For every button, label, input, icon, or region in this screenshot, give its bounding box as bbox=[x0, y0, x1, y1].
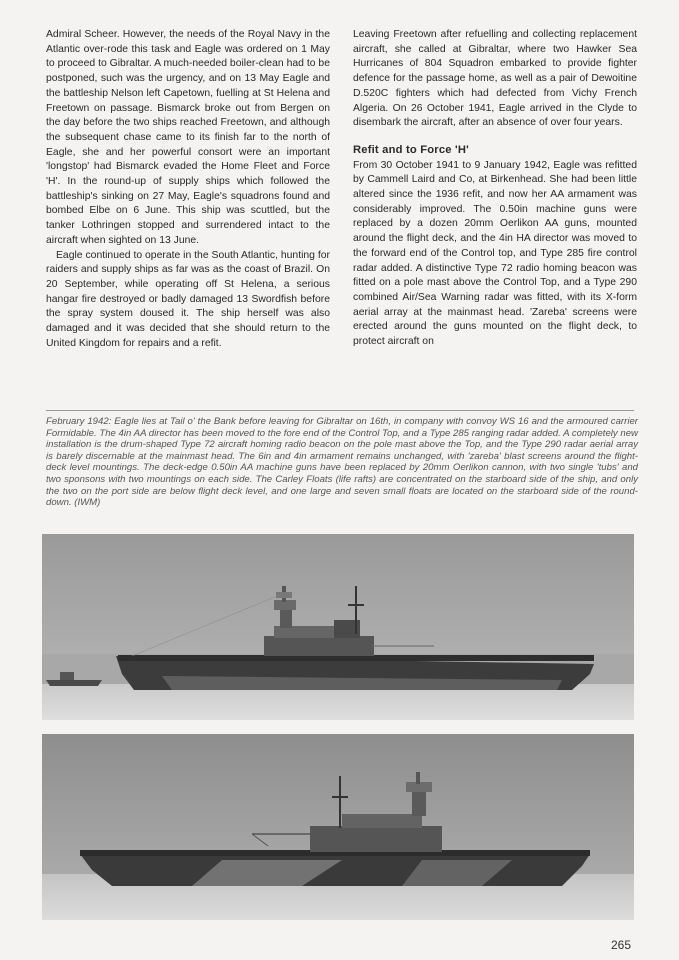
carrier-photo-port bbox=[42, 734, 634, 920]
right-paragraph-2: From 30 October 1941 to 9 January 1942, Eagle was refitted by Cammell Laird and Co, at Birkenhead. She had been little altered since the 1936 refit, and now her AA armament was considerably improved. The 0.50in machine guns were replaced by a dozen 20mm Oerlikon AA guns, mounted around the flight deck, and the 4in HA director was moved to the forward end of the Control top, and Type 285 fire control radar added. A distinctive Type 72 radio homing beacon was fitted on a pole mast above the Control Top, and a Type 290 combined Air/Sea Warning radar was fitted, with its X-form aerial array at the mainmast head. 'Zareba' screens were erected around the guns mounted on the flight deck, to protect aircraft on bbox=[353, 159, 637, 348]
right-paragraph-1: Leaving Freetown after refuelling and collecting replacement aircraft, she called at Gibraltar, where two Hawker Sea Hurricanes of 804 Squadron embarked to provide fighter defence for the passage home, as well as a pair of Dewoitine D.520C fighters which had defected from Vichy French Algeria. On 26 October 1941, Eagle arrived in the Clyde to disembark the aircraft, after an absence of over four years. bbox=[353, 29, 637, 129]
right-column bbox=[353, 28, 637, 350]
left-paragraph-1: Admiral Scheer. However, the needs of the Royal Navy in the Atlantic over-rode this task and Eagle was ordered on 1 May to proceed to Gibraltar. A much-needed boiler-clean had to be postponed, such was the urgency, and on 13 May Eagle and the battleship Nelson left Capetown, fuelling at St Helena and Freetown on passage. Bismarck broke out from Bergen on the day before the two ships reached Freetown, and although the subsequent chase came to its finish far to the north of Eagle, she and her powerful consort were an important 'longstop' had Bismarck evaded the Home Fleet and Force 'H'. In the round-up of supply ships which followed the battleship's sinking on 27 May, Eagle's squadrons found and bombed Elbe on 6 June. This ship was scuttled, but the tanker Lothringen stopped and surrendered intact to the aircraft when sighted on 13 June. bbox=[46, 29, 330, 246]
page-number: 265 bbox=[610, 938, 631, 952]
section-heading: Refit and to Force 'H' bbox=[353, 143, 470, 156]
caption-divider bbox=[46, 410, 634, 411]
left-paragraph-2: Eagle continued to operate in the South Atlantic, hunting for raiders and supply ships as far was as the coast of Brazil. On 20 September, while operating off St Helena, a serious hangar fire destroyed or badly damaged 13 Swordfish before the spray system doused it. The ship herself was also damaged and it was decided that she should return to the United Kingdom for repairs and a refit. bbox=[46, 249, 330, 349]
photo-caption: February 1942: Eagle lies at Tail o' the Bank before leaving for Gibraltar on 16th, in company with convoy WS 16 and the armoured carrier Formidable. The 4in AA director has been moved to the fore end of the Control Top, and a Type 285 ranging radar added. A completely new installation is the drum-shaped Type 72 aircraft homing radio beacon on the pole mast above the Top, and the Type 290 radar aerial array is barely discernable at the mainmast head. The 6in and 4in armament remains unchanged, with 'zareba' blast screens around the flight-deck level mountings. The deck-edge 0.50in AA machine guns have been replaced by 20mm Oerlikon cannon, with two single 'tubs' and two sponsons with two mountings on each side. The Carley Floats (life rafts) are concentrated on the starboard side of the ship, and only the two on the port side are below flight deck level, and one large and seven small floats are located on the starboard side of the round-down. (IWM) bbox=[46, 416, 638, 509]
carrier-photo-starboard bbox=[42, 534, 634, 720]
left-column bbox=[46, 28, 330, 351]
